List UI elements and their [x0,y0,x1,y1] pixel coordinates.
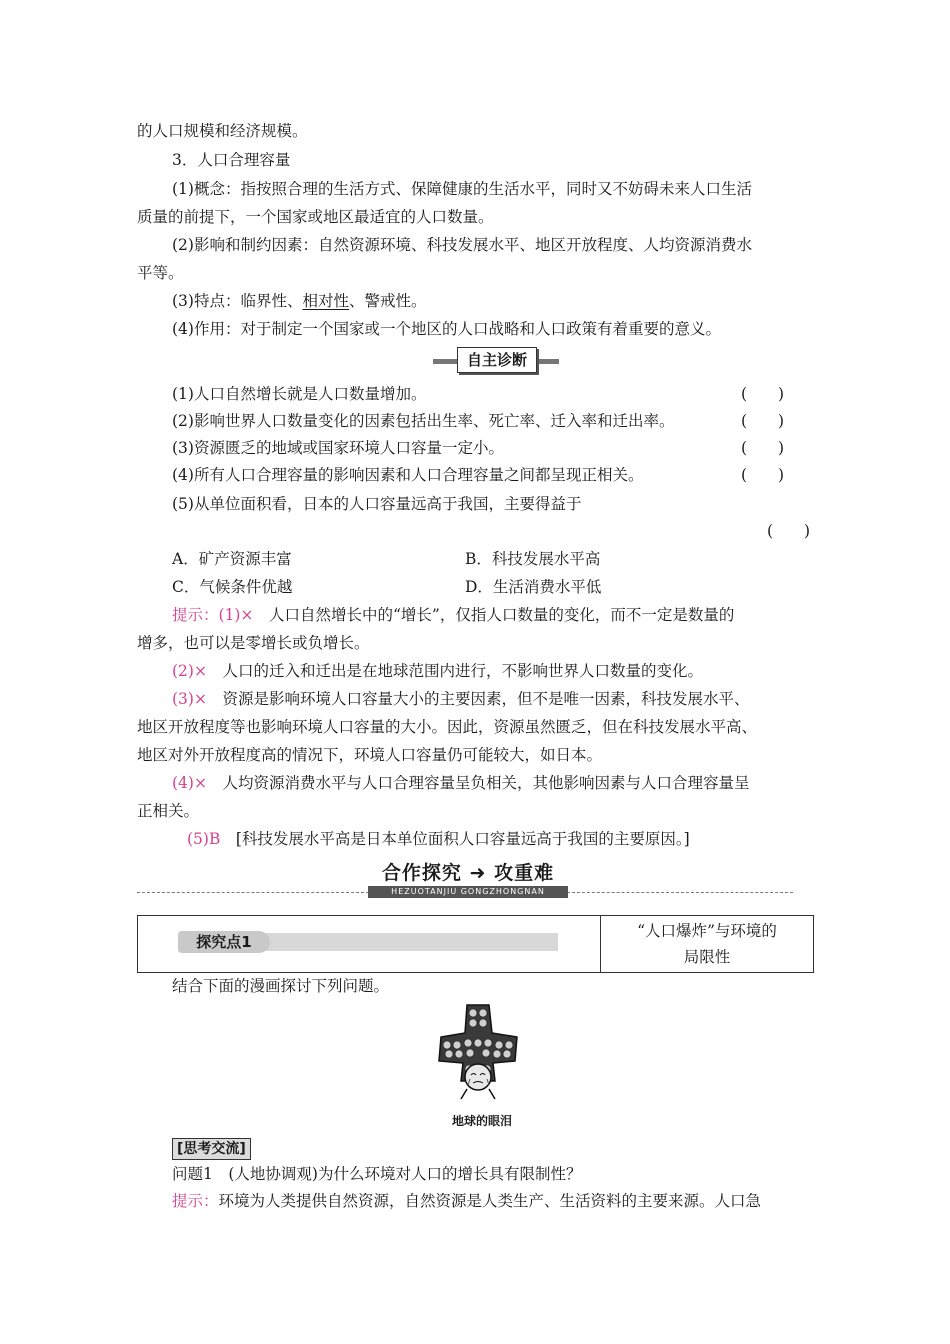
dashed-divider [137,892,369,893]
think-label: [思考交流] [172,1138,251,1160]
answer-paren: ( ) [767,522,811,540]
topic-line: “人口爆炸”与环境的 [637,922,777,940]
answer-2 [172,660,703,682]
arrow-icon: ➜ [461,862,495,884]
question-2: (2)影响世界人口数量变化的因素包括出生率、死亡率、迁入率和迁出率。 [172,412,675,430]
text-line [172,290,427,312]
answer-mark: (1)× [218,606,254,624]
explore-tag [178,931,558,953]
answer-4 [172,772,749,794]
text-line: (4)作用：对于制定一个国家或一个地区的人口战略和人口政策有着重要的意义。 [172,320,721,338]
hint-label: 提示： [172,1192,219,1210]
answer-text: 资源是影响环境人口容量大小的主要因素，但不是唯一因素，科技发展水平、 [206,690,750,708]
question-1: (1)人口自然增长就是人口数量增加。 [172,385,427,403]
question-3: (3)资源匮乏的地域或国家环境人口容量一定小。 [172,439,504,457]
answer-5 [187,828,690,850]
answer-paren: ( ) [741,385,785,403]
option-b: B．科技发展水平高 [465,550,601,568]
answer-text: 地区开放程度等也影响环境人口容量的大小。因此，资源虽然匮乏，但在科技发展水平高、 [137,718,758,736]
think-label-text: 思考交流 [183,1141,240,1157]
answer-text: 人口的迁入和迁出是在地球范围内进行，不影响世界人口数量的变化。 [206,662,703,680]
section-subtitle: HEZUOTANJIU GONGZHONGNAN [368,886,568,898]
text-line: 的人口规模和经济规模。 [137,122,308,140]
answer-mark: (4)× [172,774,207,792]
answer-paren: ( ) [741,412,785,430]
question-4: (4)所有人口合理容量的影响因素和人口合理容量之间都呈现正相关。 [172,466,644,484]
explore-tag-label: 探究点1 [178,931,270,953]
question-5: (5)从单位面积看，日本的人口容量远高于我国，主要得益于 [172,495,582,513]
self-diagnosis-banner [433,347,559,373]
answer-paren: ( ) [741,466,785,484]
answer-3 [172,688,749,710]
text-segment: (3)特点：临界性、 [172,292,303,310]
question-answer [172,1190,761,1212]
banner-label: 自主诊断 [457,347,537,373]
cartoon-image [437,1003,519,1103]
answer-text: 地区对外开放程度高的情况下，环境人口容量仍可能较大，如日本。 [137,746,603,764]
dashed-divider [567,892,793,893]
text-segment: 、警戒性。 [348,292,427,310]
answer-text: 人口自然增长中的“增长”，仅指人口数量的变化，而不一定是数量的 [253,606,735,624]
answer-text: 人均资源消费水平与人口合理容量呈负相关，其他影响因素与人口合理容量呈 [206,774,750,792]
answer-paren: ( ) [741,439,785,457]
section-title-text: 合作探究 [381,862,462,884]
answer-text: [科技发展水平高是日本单位面积人口容量远高于我国的主要原因。] [220,830,690,848]
text-line: (1)概念：指按照合理的生活方式、保障健康的生活水平，同时又不妨碍未来人口生活 [172,180,752,198]
answer-text: 正相关。 [137,802,200,820]
explore-table [137,915,814,973]
topic-line: 局限性 [683,948,731,966]
explore-topic [601,916,813,974]
text-line: 质量的前提下，一个国家或地区最适宜的人口数量。 [137,208,494,226]
underlined-term: 相对性 [302,292,349,310]
answer-1 [172,604,734,626]
answer-mark: (3)× [172,690,207,708]
cartoon-caption: 地球的眼泪 [452,1114,513,1128]
hint-label: 提示： [172,606,219,624]
answer-text: 环境为人类提供自然资源，自然资源是人类生产、生活资料的主要来源。人口急 [218,1192,762,1210]
text-line: (2)影响和制约因素：自然资源环境、科技发展水平、地区开放程度、人均资源消费水 [172,236,752,254]
text-line: 平等。 [137,264,184,282]
subheading: 3．人口合理容量 [172,151,291,169]
intro-text: 结合下面的漫画探讨下列问题。 [172,977,390,995]
question-main: 问题1 (人地协调观)为什么环境对人口的增长具有限制性？ [172,1165,582,1183]
answer-text: 增多，也可以是零增长或负增长。 [137,634,370,652]
answer-mark: (5)B [187,830,221,848]
option-a: A．矿产资源丰富 [172,550,292,568]
section-title-text: 攻重难 [494,862,555,884]
option-c: C．气候条件优越 [172,578,293,596]
section-title [368,862,568,898]
option-d: D．生活消费水平低 [465,578,602,596]
answer-mark: (2)× [172,662,207,680]
